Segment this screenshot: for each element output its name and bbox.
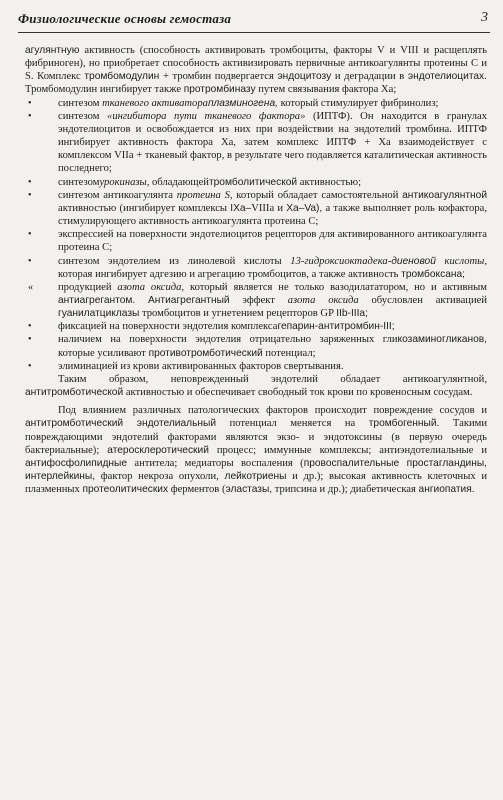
highlighted-term: эндотелиоцитах.	[407, 71, 487, 83]
highlighted-term: тромбомодулин	[84, 71, 160, 83]
text-run: активность (способность активировать тромбоциты, факторы V и VIII и расщеплять фибриноген), но приобретает способность активизировать первичные антикоагулянты протеины С и S. Комплекс	[25, 45, 487, 83]
highlighted-term: антитромботической	[25, 387, 124, 399]
text-run: 13-гидроксиоктадека-	[290, 255, 392, 267]
text-run: которая ингибирует адгезию и агрегацию тромбоцитов, а также активность	[58, 268, 402, 280]
text-run: активностью и обеспечивает свободный ток крови по кровеносным сосудам.	[123, 387, 473, 399]
highlighted-term: протромбиназу	[183, 84, 256, 96]
body-paragraph	[25, 373, 487, 399]
page-number: 3	[481, 10, 488, 25]
text-run: потенциал;	[262, 347, 316, 359]
text-run: Такими повреждающими эндотелий факторами являются экзо- и эндотоксины (в первую очередь бактериальные);	[25, 418, 488, 456]
text-run: и др.); высокая активность клеточных и плазменных	[25, 471, 487, 496]
highlighted-term: антикоагулянтной	[402, 189, 488, 201]
bullet-marker: •	[28, 176, 32, 188]
text-run: который является не только вазодилататором, но и активным	[184, 281, 488, 293]
highlighted-term: Xa–Va),	[286, 202, 323, 214]
bullet-list-item	[25, 281, 487, 320]
text-run: фиксацией на поверхности эндотелия комплекса	[58, 321, 278, 333]
text-run: продукцией	[58, 281, 118, 293]
text-run: азота оксида	[287, 294, 359, 306]
body-paragraph	[25, 404, 487, 496]
text-run: активностью (ингибирует комплексы	[58, 202, 231, 214]
text-run: синтезом	[58, 176, 100, 188]
highlighted-term: антиагрегантом.	[58, 294, 136, 306]
highlighted-term: антифосфолипидные	[25, 457, 128, 469]
page-body-text	[25, 44, 487, 496]
highlighted-term: провоспалительные простагландины, интерлейкины,	[25, 457, 487, 482]
highlighted-term: IXa–	[230, 202, 252, 214]
text-run: обладающей	[149, 176, 209, 188]
text-run: Таким образом, неповрежденный эндотелий обладает антикоагулянтной,	[58, 373, 487, 385]
text-run: «ингибитора пути тканевого фактора»	[107, 110, 306, 122]
highlighted-term: противотромботический	[148, 347, 263, 359]
bullet-list-item	[25, 176, 487, 189]
text-run: синтезом	[58, 110, 108, 122]
bullet-marker: «	[28, 281, 33, 293]
bullet-list-item	[25, 255, 487, 281]
text-run: антитела; медиаторы воспаления (	[127, 457, 304, 469]
text-run: тканевого активатора	[102, 97, 208, 109]
text-run: Под влиянием различных патологических факторов происходит повреждение сосудов и	[58, 405, 487, 417]
running-title: Физиологические основы гемостаза	[18, 11, 232, 26]
bullet-list-item	[25, 320, 487, 333]
text-run: который стимулирует фибринолиз;	[277, 97, 439, 109]
bullet-list-item	[25, 360, 487, 373]
text-run: трипсина и др.); диабетическая	[272, 484, 419, 496]
highlighted-term: диеновой	[391, 255, 436, 267]
text-run: кислоты,	[435, 255, 487, 267]
highlighted-term: тромбогенный.	[368, 418, 440, 430]
text-run: VIIIa и	[251, 202, 287, 214]
bullet-list-item	[25, 333, 487, 359]
text-run: а также выполняет роль кофактора, стимулирующего активность антикоагулянта протеина С;	[58, 202, 487, 228]
text-run: экспрессией на поверхности эндотелиоцитов рецепторов для активированного антикоагулянта протеина С;	[58, 229, 487, 254]
highlighted-term: лейкотриены	[224, 471, 287, 482]
text-run: и деградации в	[331, 71, 408, 83]
highlighted-term: атеросклеротический	[107, 444, 209, 456]
highlighted-term: агулянтную	[25, 45, 80, 56]
bullet-list-item	[25, 189, 487, 228]
highlighted-term: ангиопатия.	[418, 484, 475, 496]
text-run: + тромбин подвергается	[159, 71, 278, 83]
continued-paragraph	[25, 44, 487, 97]
bullet-list-item	[25, 110, 487, 176]
highlighted-term: IIb-IIIa;	[336, 308, 368, 320]
text-run: (ИПТФ). Он находится в гранулах эндотелиоцитов и освобождается из них при воздействии на эндотелий тромбина. ИПТФ ингибирует активность фактора Ха, затем комплекс ИПТФ + Ха взаимодействует с комплексом VIIa + тканевый фактор, в результате чего подавляется каталитическая активность последнего;	[58, 110, 488, 175]
text-run	[135, 295, 148, 306]
text-run: путем связывания фактора Ха;	[255, 84, 397, 96]
text-run: эффект	[229, 294, 288, 306]
highlighted-term: эластазы,	[225, 484, 273, 496]
bullet-marker: •	[28, 255, 32, 267]
bullet-marker: •	[28, 360, 32, 372]
bullet-marker: •	[28, 334, 32, 346]
text-run: фактор некроза опухоли,	[95, 471, 225, 482]
highlighted-term: антитромботический эндотелиальный	[25, 418, 217, 430]
text-run: который обладает самостоятельной	[232, 189, 403, 201]
text-run: синтезом	[58, 97, 103, 109]
text-run: ферментов (	[168, 484, 226, 496]
highlighted-term: Антиагрегантный	[148, 294, 230, 306]
running-header	[18, 10, 490, 33]
bullet-marker: •	[28, 189, 32, 201]
text-run: синтезом антикоагулянта	[58, 189, 177, 201]
bullet-list-item	[25, 97, 487, 110]
text-run: процесс; иммунные комплексы; антиэндотелиальные и	[208, 444, 488, 456]
highlighted-term: протеолитических	[82, 484, 169, 496]
bullet-marker: •	[28, 110, 32, 122]
highlighted-term: плазминогена,	[207, 97, 278, 109]
text-run: активностью;	[297, 176, 362, 188]
text-run: которые усиливают	[58, 347, 149, 359]
text-run: тромбоцитов и угнетением рецепторов GP	[139, 308, 337, 320]
highlighted-term: тромболитической	[208, 176, 298, 188]
highlighted-term: козаминогликанов,	[397, 334, 487, 346]
text-run: наличием на поверхности эндотелия отрицательно заряженных гли	[58, 334, 398, 346]
bullet-marker: •	[28, 321, 32, 333]
highlighted-term: гепарин-антитромбин-III;	[277, 321, 395, 333]
bullet-marker: •	[28, 97, 32, 109]
text-run: потенциал меняется на	[216, 418, 369, 430]
text-run: обусловлен активацией	[358, 294, 487, 306]
highlighted-term: тромбоксана;	[401, 268, 465, 280]
text-run: протеина S,	[176, 189, 233, 201]
text-run: азота оксида,	[117, 281, 185, 293]
text-run: Тромбомодулин ингибирует также	[25, 84, 184, 96]
highlighted-term: гуанилатциклазы	[58, 308, 140, 320]
highlighted-term: эндоцитозу	[277, 71, 332, 83]
bullet-list-item	[25, 228, 487, 254]
text-run: синтезом эндотелием из линолевой кислоты	[58, 255, 291, 267]
bullet-marker: •	[28, 229, 32, 241]
text-run: урокиназы,	[99, 176, 150, 188]
text-run: элиминацией из крови активированных факторов свертывания.	[58, 360, 344, 372]
